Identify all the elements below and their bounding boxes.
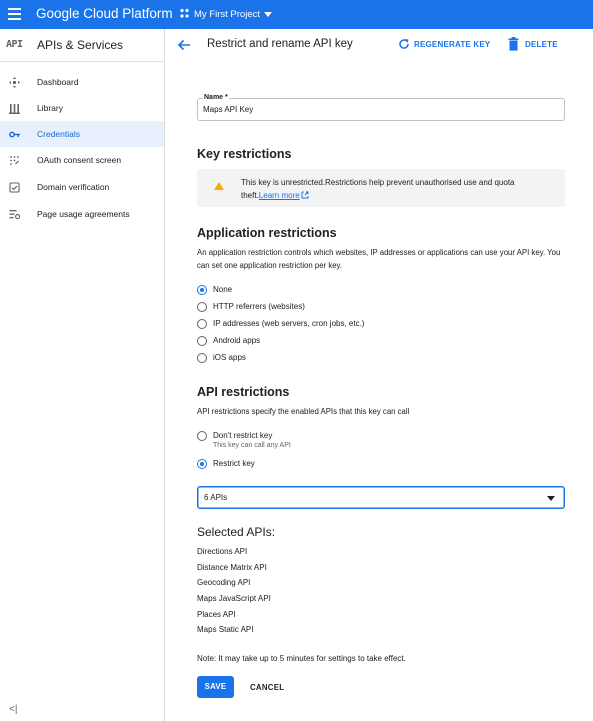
api-select-value: 6 APIs [204, 493, 228, 502]
settings-delay-note: Note: It may take up to 5 minutes for settings to take effect. [197, 654, 406, 663]
page-title: Restrict and rename API key [207, 38, 353, 50]
app-restriction-ip-addresses-radio[interactable] [197, 317, 447, 331]
warning-message [241, 176, 551, 202]
radio-unselected-icon [197, 302, 207, 312]
trash-icon [508, 37, 519, 51]
delete-label: DELETE [525, 40, 558, 49]
radio-sublabel: This key can call any API [213, 442, 291, 449]
library-icon [9, 103, 20, 114]
radio-label: IP addresses (web servers, cron jobs, etc.) [213, 319, 365, 328]
radio-unselected-icon [197, 353, 207, 363]
top-app-bar [0, 0, 593, 29]
selected-api-item: Distance Matrix API [197, 563, 267, 572]
sidebar-item-library[interactable] [0, 95, 164, 121]
radio-label: Restrict key [213, 459, 255, 468]
warning-icon [214, 182, 224, 190]
sidebar-item-label: Credentials [37, 129, 80, 139]
back-arrow-icon[interactable] [177, 38, 191, 52]
radio-selected-icon [197, 459, 207, 469]
radio-unselected-icon [197, 431, 207, 441]
sidebar-item-label: Library [37, 103, 63, 113]
api-restrict-key-radio[interactable] [197, 457, 447, 471]
application-restrictions-heading: Application restrictions [197, 226, 337, 240]
sidebar-item-credentials[interactable] [0, 121, 164, 147]
collapse-sidebar-icon[interactable]: <| [9, 704, 18, 715]
api-dont-restrict-radio[interactable] [197, 429, 447, 451]
radio-label: None [213, 285, 233, 294]
sidebar-item-label: Page usage agreements [37, 209, 130, 219]
agreements-icon [9, 209, 20, 220]
external-link-icon [301, 191, 309, 199]
key-restrictions-heading: Key restrictions [197, 147, 292, 161]
regenerate-key-label: REGENERATE KEY [414, 40, 491, 49]
selected-api-item: Places API [197, 610, 236, 619]
radio-unselected-icon [197, 319, 207, 329]
sidebar-header [0, 29, 164, 62]
dashboard-icon [9, 77, 20, 88]
sidebar-item-page-usage-agreements[interactable] [0, 201, 164, 227]
app-restriction-android-radio[interactable] [197, 334, 447, 348]
oauth-icon [9, 155, 20, 166]
selected-api-item: Directions API [197, 547, 248, 556]
radio-unselected-icon [197, 336, 207, 346]
selected-apis-heading: Selected APIs: [197, 525, 276, 539]
sidebar-item-label: Domain verification [37, 182, 110, 192]
sidebar-item-domain-verification[interactable] [0, 174, 164, 200]
save-button[interactable]: SAVE [197, 676, 234, 698]
application-restrictions-description: An application restriction controls which websites, IP addresses or applications can use your API key. You can set one application restriction per key. [197, 248, 561, 270]
project-dropdown-icon[interactable] [264, 12, 272, 17]
app-restriction-http-referrers-radio[interactable] [197, 300, 447, 314]
cancel-button[interactable]: CANCEL [250, 683, 285, 692]
sidebar-item-label: Dashboard [37, 77, 79, 87]
sidebar [0, 29, 165, 721]
sidebar-item-oauth-consent[interactable] [0, 147, 164, 173]
radio-selected-icon [197, 285, 207, 295]
app-restriction-ios-radio[interactable] [197, 351, 447, 365]
selected-api-item: Maps Static API [197, 625, 254, 634]
radio-label: Android apps [213, 336, 261, 345]
name-field-label: Name * [204, 94, 228, 101]
warning-text: This key is unrestricted.Restrictions help prevent unauthorised use and quota theft. [241, 178, 515, 200]
name-field-value[interactable]: Maps API Key [203, 105, 254, 114]
dropdown-arrow-icon [547, 496, 555, 501]
radio-label: HTTP referrers (websites) [213, 302, 305, 311]
api-restrictions-heading: API restrictions [197, 385, 290, 399]
project-selector[interactable]: My First Project [194, 9, 260, 20]
brand-title[interactable]: Google Cloud Platform [36, 6, 173, 21]
app-restriction-none-radio[interactable] [197, 283, 447, 297]
sidebar-item-label: OAuth consent screen [37, 155, 122, 165]
refresh-icon [398, 38, 410, 50]
sidebar-item-dashboard[interactable] [0, 69, 164, 95]
selected-api-item: Maps JavaScript API [197, 594, 271, 603]
project-icon[interactable] [179, 8, 190, 19]
name-field[interactable] [197, 94, 565, 121]
sidebar-title: APIs & Services [37, 38, 124, 52]
radio-label: iOS apps [213, 353, 246, 362]
key-icon [9, 129, 20, 140]
page-header [165, 29, 593, 62]
unrestricted-warning-banner [197, 169, 565, 207]
api-select-dropdown[interactable] [197, 486, 565, 509]
api-logo-icon: API [6, 39, 23, 50]
api-restrictions-description: API restrictions specify the enabled APIs that this key can call [197, 407, 410, 416]
hamburger-menu-icon[interactable] [8, 8, 21, 20]
domain-verification-icon [9, 182, 20, 193]
selected-api-item: Geocoding API [197, 578, 251, 587]
learn-more-link[interactable]: Learn more [258, 191, 300, 200]
radio-label: Don't restrict key [213, 431, 273, 440]
